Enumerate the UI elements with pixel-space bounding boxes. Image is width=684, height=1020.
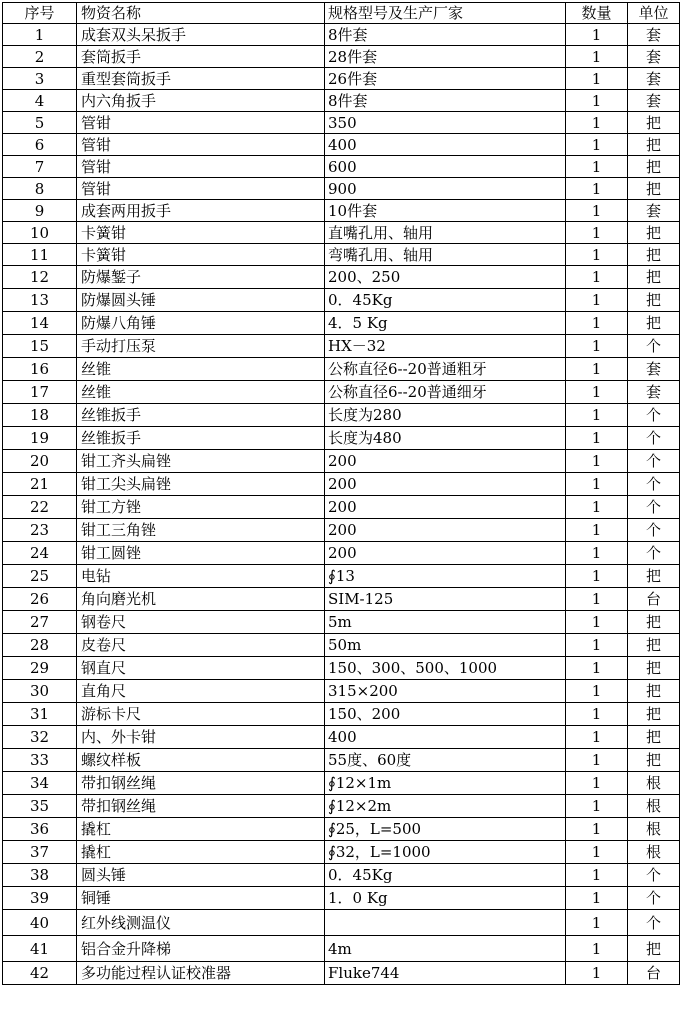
cell-spec: 8件套 [325, 24, 566, 46]
cell-name: 钳工尖头扁锉 [77, 473, 325, 496]
cell-quantity: 1 [566, 266, 628, 289]
cell-index: 42 [3, 962, 77, 985]
cell-name: 带扣钢丝绳 [77, 772, 325, 795]
table-row [3, 266, 680, 289]
cell-index: 15 [3, 335, 77, 358]
cell-name: 角向磨光机 [77, 588, 325, 611]
cell-index: 7 [3, 156, 77, 178]
cell-name: 管钳 [77, 156, 325, 178]
cell-quantity: 1 [566, 657, 628, 680]
table-row [3, 519, 680, 542]
cell-spec: ∮12×1m [325, 772, 566, 795]
cell-index: 34 [3, 772, 77, 795]
cell-unit: 把 [628, 266, 680, 289]
cell-spec: 公称直径6--20普通细牙 [325, 381, 566, 404]
table-row [3, 473, 680, 496]
table-row [3, 404, 680, 427]
cell-index: 8 [3, 178, 77, 200]
cell-name: 钳工圆锉 [77, 542, 325, 565]
cell-index: 4 [3, 90, 77, 112]
table-row [3, 657, 680, 680]
table-row [3, 134, 680, 156]
cell-spec: ∮25，L=500 [325, 818, 566, 841]
cell-name: 成套双头呆扳手 [77, 24, 325, 46]
cell-quantity: 1 [566, 772, 628, 795]
cell-index: 37 [3, 841, 77, 864]
cell-name: 多功能过程认证校准器 [77, 962, 325, 985]
cell-name: 游标卡尺 [77, 703, 325, 726]
cell-quantity: 1 [566, 611, 628, 634]
cell-quantity: 1 [566, 450, 628, 473]
table-row [3, 680, 680, 703]
cell-quantity: 1 [566, 519, 628, 542]
cell-index: 41 [3, 936, 77, 962]
cell-index: 5 [3, 112, 77, 134]
cell-index: 26 [3, 588, 77, 611]
table-body [3, 24, 680, 985]
cell-index: 39 [3, 887, 77, 910]
cell-unit: 把 [628, 657, 680, 680]
table-row [3, 772, 680, 795]
header-row [3, 3, 680, 24]
cell-spec: 1．0 Kg [325, 887, 566, 910]
cell-quantity: 1 [566, 222, 628, 244]
cell-name: 内六角扳手 [77, 90, 325, 112]
table-row [3, 381, 680, 404]
cell-spec: 10件套 [325, 200, 566, 222]
table-row [3, 542, 680, 565]
cell-unit: 个 [628, 542, 680, 565]
cell-name: 重型套筒扳手 [77, 68, 325, 90]
cell-name: 钢直尺 [77, 657, 325, 680]
cell-quantity: 1 [566, 404, 628, 427]
cell-spec: 150、300、500、1000 [325, 657, 566, 680]
cell-spec: 200 [325, 473, 566, 496]
table-row [3, 818, 680, 841]
cell-quantity: 1 [566, 473, 628, 496]
cell-spec: 900 [325, 178, 566, 200]
table-row [3, 90, 680, 112]
cell-spec: 4．5 Kg [325, 312, 566, 335]
cell-name: 皮卷尺 [77, 634, 325, 657]
cell-index: 2 [3, 46, 77, 68]
cell-quantity: 1 [566, 864, 628, 887]
cell-quantity: 1 [566, 818, 628, 841]
cell-unit: 把 [628, 611, 680, 634]
cell-spec: 长度为280 [325, 404, 566, 427]
cell-unit: 个 [628, 887, 680, 910]
table-row [3, 962, 680, 985]
cell-index: 20 [3, 450, 77, 473]
cell-index: 9 [3, 200, 77, 222]
cell-spec: 5m [325, 611, 566, 634]
cell-spec: 200 [325, 542, 566, 565]
cell-quantity: 1 [566, 134, 628, 156]
cell-name: 管钳 [77, 112, 325, 134]
cell-quantity: 1 [566, 178, 628, 200]
cell-unit: 个 [628, 910, 680, 936]
cell-quantity: 1 [566, 588, 628, 611]
cell-name: 电钻 [77, 565, 325, 588]
cell-index: 17 [3, 381, 77, 404]
cell-name: 防爆圆头锤 [77, 289, 325, 312]
cell-unit: 套 [628, 24, 680, 46]
table-row [3, 565, 680, 588]
cell-spec: 公称直径6--20普通粗牙 [325, 358, 566, 381]
cell-spec: 直嘴孔用、轴用 [325, 222, 566, 244]
cell-unit: 把 [628, 178, 680, 200]
cell-name: 撬杠 [77, 841, 325, 864]
cell-name: 防爆八角锤 [77, 312, 325, 335]
cell-index: 36 [3, 818, 77, 841]
cell-name: 撬杠 [77, 818, 325, 841]
cell-unit: 套 [628, 200, 680, 222]
cell-name: 钳工方锉 [77, 496, 325, 519]
cell-unit: 把 [628, 726, 680, 749]
cell-spec: 长度为480 [325, 427, 566, 450]
cell-unit: 把 [628, 749, 680, 772]
cell-index: 25 [3, 565, 77, 588]
cell-spec: 4m [325, 936, 566, 962]
cell-unit: 根 [628, 818, 680, 841]
cell-spec: ∮13 [325, 565, 566, 588]
cell-unit: 个 [628, 473, 680, 496]
cell-unit: 根 [628, 795, 680, 818]
table-row [3, 24, 680, 46]
cell-name: 铝合金升降梯 [77, 936, 325, 962]
cell-spec: 200 [325, 519, 566, 542]
cell-quantity: 1 [566, 680, 628, 703]
cell-unit: 个 [628, 496, 680, 519]
cell-name: 丝锥 [77, 381, 325, 404]
cell-spec: 350 [325, 112, 566, 134]
cell-index: 10 [3, 222, 77, 244]
table-row [3, 200, 680, 222]
header-quantity: 数量 [566, 3, 628, 24]
cell-quantity: 1 [566, 381, 628, 404]
cell-name: 防爆錾子 [77, 266, 325, 289]
cell-quantity: 1 [566, 289, 628, 312]
cell-index: 35 [3, 795, 77, 818]
cell-index: 6 [3, 134, 77, 156]
cell-quantity: 1 [566, 962, 628, 985]
cell-unit: 把 [628, 312, 680, 335]
table-row [3, 112, 680, 134]
cell-quantity: 1 [566, 68, 628, 90]
cell-index: 40 [3, 910, 77, 936]
table-row [3, 726, 680, 749]
cell-unit: 个 [628, 450, 680, 473]
cell-quantity: 1 [566, 200, 628, 222]
cell-name: 钳工三角锉 [77, 519, 325, 542]
cell-spec: 200、250 [325, 266, 566, 289]
cell-unit: 个 [628, 519, 680, 542]
cell-quantity: 1 [566, 910, 628, 936]
cell-index: 28 [3, 634, 77, 657]
cell-name: 铜锤 [77, 887, 325, 910]
table-row [3, 244, 680, 266]
cell-index: 3 [3, 68, 77, 90]
table-row [3, 887, 680, 910]
cell-spec: 弯嘴孔用、轴用 [325, 244, 566, 266]
cell-index: 21 [3, 473, 77, 496]
cell-spec: 315×200 [325, 680, 566, 703]
cell-unit: 把 [628, 222, 680, 244]
table-row [3, 841, 680, 864]
cell-name: 卡簧钳 [77, 244, 325, 266]
cell-name: 内、外卡钳 [77, 726, 325, 749]
header-spec: 规格型号及生产厂家 [325, 3, 566, 24]
table-row [3, 68, 680, 90]
cell-unit: 台 [628, 962, 680, 985]
cell-index: 27 [3, 611, 77, 634]
cell-index: 38 [3, 864, 77, 887]
header-index: 序号 [3, 3, 77, 24]
table-row [3, 611, 680, 634]
cell-index: 1 [3, 24, 77, 46]
cell-name: 带扣钢丝绳 [77, 795, 325, 818]
cell-index: 32 [3, 726, 77, 749]
cell-index: 23 [3, 519, 77, 542]
cell-quantity: 1 [566, 841, 628, 864]
cell-unit: 把 [628, 112, 680, 134]
header-name: 物资名称 [77, 3, 325, 24]
cell-unit: 把 [628, 156, 680, 178]
cell-spec: 55度、60度 [325, 749, 566, 772]
cell-spec: ∮12×2m [325, 795, 566, 818]
cell-spec: 150、200 [325, 703, 566, 726]
cell-unit: 套 [628, 381, 680, 404]
cell-quantity: 1 [566, 358, 628, 381]
cell-quantity: 1 [566, 46, 628, 68]
cell-quantity: 1 [566, 749, 628, 772]
cell-quantity: 1 [566, 634, 628, 657]
cell-spec: 600 [325, 156, 566, 178]
cell-unit: 套 [628, 358, 680, 381]
table-row [3, 795, 680, 818]
table-row [3, 427, 680, 450]
table-row [3, 222, 680, 244]
cell-unit: 把 [628, 936, 680, 962]
cell-index: 22 [3, 496, 77, 519]
table-row [3, 335, 680, 358]
cell-name: 手动打压泵 [77, 335, 325, 358]
cell-quantity: 1 [566, 703, 628, 726]
table-row [3, 178, 680, 200]
cell-spec: ∮32，L=1000 [325, 841, 566, 864]
cell-name: 直角尺 [77, 680, 325, 703]
cell-index: 19 [3, 427, 77, 450]
cell-spec: HX－32 [325, 335, 566, 358]
cell-quantity: 1 [566, 936, 628, 962]
cell-index: 13 [3, 289, 77, 312]
cell-name: 钢卷尺 [77, 611, 325, 634]
cell-spec: 400 [325, 134, 566, 156]
cell-index: 31 [3, 703, 77, 726]
cell-index: 16 [3, 358, 77, 381]
cell-quantity: 1 [566, 112, 628, 134]
cell-name: 红外线测温仪 [77, 910, 325, 936]
header-unit: 单位 [628, 3, 680, 24]
cell-unit: 把 [628, 289, 680, 312]
cell-spec: 26件套 [325, 68, 566, 90]
cell-unit: 个 [628, 404, 680, 427]
cell-name: 丝锥扳手 [77, 427, 325, 450]
cell-spec: 8件套 [325, 90, 566, 112]
cell-unit: 套 [628, 90, 680, 112]
cell-unit: 根 [628, 772, 680, 795]
table-row [3, 864, 680, 887]
cell-unit: 套 [628, 46, 680, 68]
cell-spec: 200 [325, 496, 566, 519]
cell-index: 29 [3, 657, 77, 680]
cell-index: 14 [3, 312, 77, 335]
cell-name: 丝锥扳手 [77, 404, 325, 427]
cell-quantity: 1 [566, 90, 628, 112]
table-row [3, 703, 680, 726]
cell-unit: 把 [628, 565, 680, 588]
cell-unit: 台 [628, 588, 680, 611]
cell-spec: 400 [325, 726, 566, 749]
table-row [3, 749, 680, 772]
cell-index: 33 [3, 749, 77, 772]
cell-quantity: 1 [566, 795, 628, 818]
cell-name: 圆头锤 [77, 864, 325, 887]
cell-name: 卡簧钳 [77, 222, 325, 244]
cell-name: 丝锥 [77, 358, 325, 381]
cell-quantity: 1 [566, 726, 628, 749]
table-row [3, 450, 680, 473]
cell-name: 螺纹样板 [77, 749, 325, 772]
table-row [3, 634, 680, 657]
table-row [3, 936, 680, 962]
cell-index: 30 [3, 680, 77, 703]
cell-name: 管钳 [77, 134, 325, 156]
cell-quantity: 1 [566, 565, 628, 588]
cell-spec: 0．45Kg [325, 289, 566, 312]
table-row [3, 496, 680, 519]
cell-index: 11 [3, 244, 77, 266]
cell-spec [325, 910, 566, 936]
cell-quantity: 1 [566, 496, 628, 519]
cell-quantity: 1 [566, 427, 628, 450]
cell-quantity: 1 [566, 887, 628, 910]
cell-unit: 套 [628, 68, 680, 90]
cell-spec: 0．45Kg [325, 864, 566, 887]
cell-unit: 根 [628, 841, 680, 864]
materials-table [2, 2, 680, 985]
cell-unit: 把 [628, 244, 680, 266]
cell-unit: 把 [628, 634, 680, 657]
cell-unit: 个 [628, 864, 680, 887]
cell-index: 24 [3, 542, 77, 565]
table-row [3, 588, 680, 611]
cell-index: 18 [3, 404, 77, 427]
table-row [3, 358, 680, 381]
cell-name: 钳工齐头扁锉 [77, 450, 325, 473]
table-row [3, 910, 680, 936]
cell-unit: 把 [628, 134, 680, 156]
table-row [3, 46, 680, 68]
cell-unit: 把 [628, 680, 680, 703]
cell-unit: 个 [628, 427, 680, 450]
cell-spec: SIM-125 [325, 588, 566, 611]
cell-quantity: 1 [566, 244, 628, 266]
cell-name: 管钳 [77, 178, 325, 200]
table-row [3, 312, 680, 335]
table-row [3, 289, 680, 312]
cell-index: 12 [3, 266, 77, 289]
cell-name: 成套两用扳手 [77, 200, 325, 222]
cell-unit: 把 [628, 703, 680, 726]
cell-quantity: 1 [566, 542, 628, 565]
cell-quantity: 1 [566, 24, 628, 46]
cell-spec: 200 [325, 450, 566, 473]
cell-unit: 个 [628, 335, 680, 358]
cell-spec: 50m [325, 634, 566, 657]
cell-spec: 28件套 [325, 46, 566, 68]
cell-spec: Fluke744 [325, 962, 566, 985]
cell-quantity: 1 [566, 156, 628, 178]
cell-quantity: 1 [566, 335, 628, 358]
cell-quantity: 1 [566, 312, 628, 335]
cell-name: 套筒扳手 [77, 46, 325, 68]
table-row [3, 156, 680, 178]
